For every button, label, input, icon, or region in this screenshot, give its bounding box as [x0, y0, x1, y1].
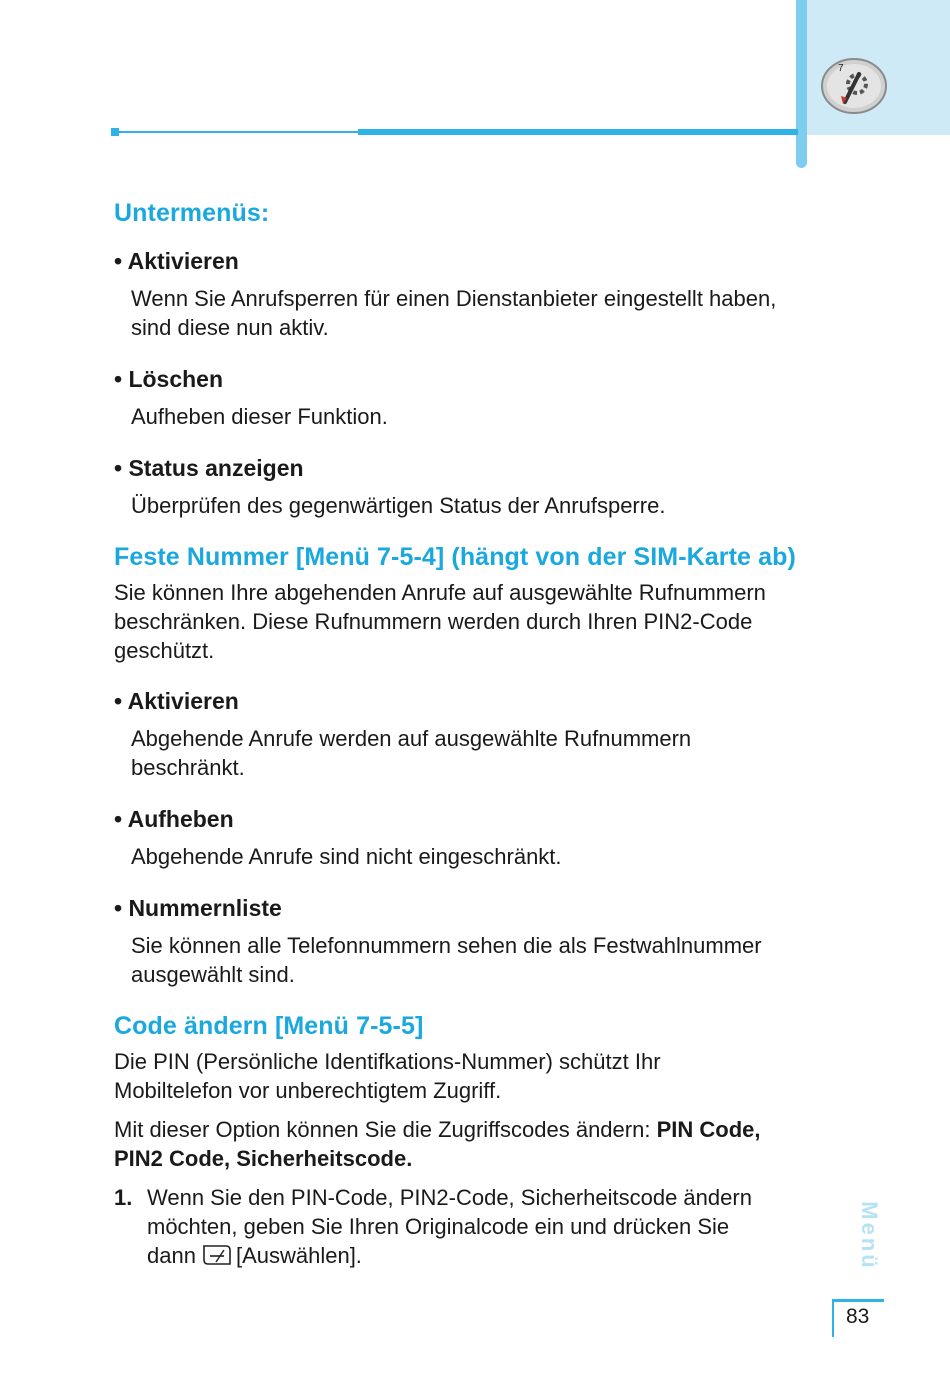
code-intro-line: Die PIN (Persönliche Identifkations-Nummer) schützt Ihr — [114, 1049, 661, 1074]
side-label-text: Menü — [857, 1201, 882, 1271]
fixed-item-title: • Aufheben — [114, 806, 234, 832]
submenu-item-text: sind diese nun aktiv. — [131, 315, 329, 340]
fixed-item-title: • Aktivieren — [114, 688, 239, 714]
change-code-heading: Code ändern [Menü 7-5-5] — [114, 1012, 424, 1040]
step-line: Wenn Sie den PIN-Code, PIN2-Code, Sicherheitscode ändern — [147, 1185, 752, 1210]
fixed-intro-line: geschützt. — [114, 638, 215, 663]
submenu-item-title: • Status anzeigen — [114, 455, 304, 481]
step-line: möchten, geben Sie Ihren Originalcode ein und drücken Sie — [147, 1214, 730, 1239]
page-content — [114, 196, 834, 1270]
icon-number: 7 — [838, 63, 844, 74]
fixed-number-heading: Feste Nummer [Menü 7-5-4] (hängt von der SIM-Karte ab) — [114, 543, 796, 571]
fixed-item-text: Sie können alle Telefonnummern sehen die als Festwahlnummer — [131, 933, 762, 958]
step-text — [147, 1183, 752, 1270]
code-option-text — [114, 1144, 834, 1173]
fixed-item-text: beschränkt. — [131, 755, 245, 780]
page-number: 83 — [846, 1305, 870, 1328]
fixed-intro-line: Sie können Ihre abgehenden Anrufe auf ausgewählte Rufnummern — [114, 580, 766, 605]
submenu-item-title: • Aktivieren — [114, 248, 239, 274]
step-line-last — [147, 1241, 752, 1270]
fixed-item-title: • Nummernliste — [114, 895, 282, 921]
code-option-bold: PIN2 Code, Sicherheitscode. — [114, 1146, 413, 1171]
submenus-heading: Untermenüs: — [114, 199, 270, 227]
fixed-item-text: Abgehende Anrufe werden auf ausgewählte Rufnummern — [131, 726, 692, 751]
fixed-item-text: ausgewählt sind. — [131, 962, 295, 987]
step-number: 1. — [114, 1185, 133, 1210]
settings-tools-icon — [819, 56, 887, 114]
submenu-item-text: Aufheben dieser Funktion. — [131, 404, 388, 429]
left-softkey-icon — [202, 1244, 232, 1266]
code-option-text — [114, 1115, 834, 1144]
fixed-item-text: Abgehende Anrufe sind nicht eingeschränkt. — [131, 844, 562, 869]
code-intro-line: Mobiltelefon vor unberechtigtem Zugriff. — [114, 1078, 502, 1103]
step-end-after: [Auswählen]. — [235, 1243, 362, 1268]
step-item — [114, 1183, 834, 1270]
submenu-item-title: • Löschen — [114, 366, 224, 392]
submenu-item-text: Überprüfen des gegenwärtigen Status der Anrufsperre. — [131, 493, 666, 518]
fixed-intro-line: beschränken. Diese Rufnummern werden durch Ihren PIN2-Code — [114, 609, 753, 634]
code-option-bold: PIN Code, — [656, 1117, 761, 1142]
code-option-lead: Mit dieser Option können Sie die Zugriffscodes ändern: — [114, 1117, 657, 1142]
header-rule-thick — [358, 129, 798, 135]
header-rule-thin — [118, 131, 360, 133]
step-end-before: dann — [147, 1243, 196, 1268]
page-number-vrule — [832, 1299, 834, 1337]
page-number-rule — [832, 1299, 884, 1302]
header-vertical-bar — [796, 0, 807, 168]
submenu-item-text: Wenn Sie Anrufsperren für einen Dienstanbieter eingestellt haben, — [131, 286, 777, 311]
side-section-label — [849, 1186, 889, 1286]
